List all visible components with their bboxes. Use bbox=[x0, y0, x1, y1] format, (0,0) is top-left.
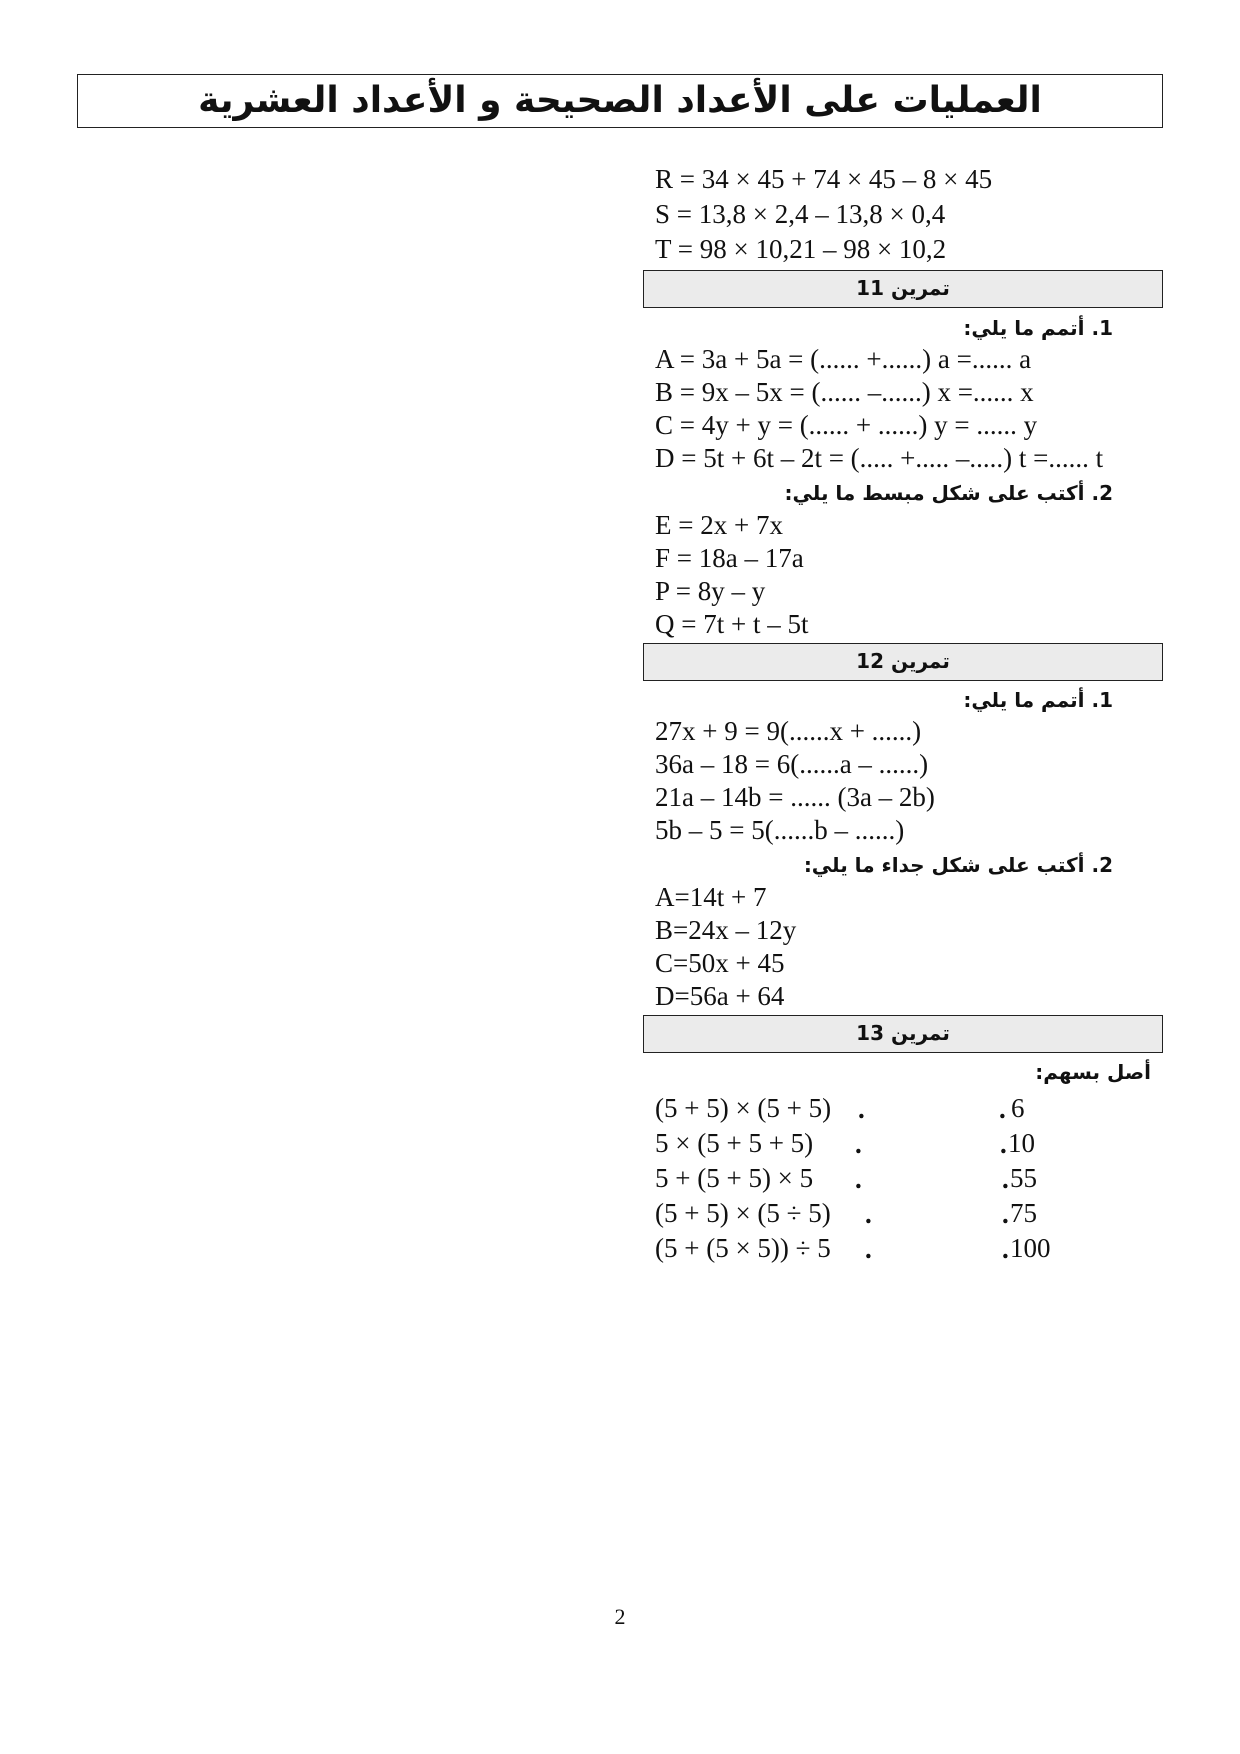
ex11-line-e: E = 2x + 7x bbox=[655, 510, 783, 540]
ex13-left-dot-2: . bbox=[855, 1129, 862, 1159]
ex11-line-c: C = 4y + y = (...... + ......) y = ...... y bbox=[655, 410, 1038, 440]
page-title-box bbox=[77, 74, 1163, 128]
exercise-12-title: تمرين 12 bbox=[856, 649, 950, 673]
ex12-line-2: 36a – 18 = 6(......a – ......) bbox=[655, 749, 929, 779]
exercise-13-heading bbox=[643, 1015, 1163, 1053]
ex12-line-a: A=14t + 7 bbox=[655, 882, 767, 912]
ex11-line-d: D = 5t + 6t – 2t = (..... +..... –.....) t =...... t bbox=[655, 443, 1104, 473]
ex13-left-dot-4: . bbox=[865, 1199, 872, 1229]
ex13-right-item-1: 6 bbox=[1011, 1093, 1025, 1123]
ex12-line-1: 27x + 9 = 9(......x + ......) bbox=[655, 716, 922, 746]
ex13-right-dot-4: . bbox=[1002, 1199, 1009, 1229]
ex12-line-c: C=50x + 45 bbox=[655, 948, 785, 978]
page-title: العمليات على الأعداد الصحيحة و الأعداد العشرية bbox=[198, 80, 1042, 121]
exercise-12-heading bbox=[643, 643, 1163, 681]
ex13-left-dot-1: . bbox=[858, 1094, 865, 1124]
ex12-line-4: 5b – 5 = 5(......b – ......) bbox=[655, 815, 905, 845]
ex11-question-1: 1. أتمم ما يلي: bbox=[963, 316, 1113, 340]
ex11-line-b: B = 9x – 5x = (...... –......) x =...... x bbox=[655, 377, 1034, 407]
ex13-left-item-2: 5 × (5 + 5 + 5) bbox=[655, 1128, 814, 1158]
page-number: 2 bbox=[614, 1604, 626, 1629]
ex11-line-p: P = 8y – y bbox=[655, 576, 766, 606]
ex11-line-f: F = 18a – 17a bbox=[655, 543, 804, 573]
ex11-question-2: 2. أكتب على شكل مبسط ما يلي: bbox=[784, 481, 1113, 505]
ex13-right-dot-3: . bbox=[1002, 1164, 1009, 1194]
ex13-right-dot-1: . bbox=[999, 1094, 1006, 1124]
expression-t: T = 98 × 10,21 – 98 × 10,2 bbox=[655, 234, 947, 264]
ex13-right-dot-5: . bbox=[1002, 1234, 1009, 1264]
ex13-left-item-3: 5 + (5 + 5) × 5 bbox=[655, 1163, 814, 1193]
ex13-left-item-1: (5 + 5) × (5 + 5) bbox=[655, 1093, 832, 1123]
exercise-11-title: تمرين 11 bbox=[856, 276, 950, 300]
ex12-question-2: 2. أكتب على شكل جداء ما يلي: bbox=[803, 853, 1113, 877]
ex13-right-dot-2: . bbox=[1000, 1129, 1007, 1159]
ex13-instruction: أصل بسهم: bbox=[1035, 1060, 1151, 1084]
expression-r: R = 34 × 45 + 74 × 45 – 8 × 45 bbox=[655, 164, 993, 194]
ex13-right-item-2: 10 bbox=[1008, 1128, 1035, 1158]
ex12-line-b: B=24x – 12y bbox=[655, 915, 797, 945]
exercise-11-heading bbox=[643, 270, 1163, 308]
ex13-right-item-3: 55 bbox=[1010, 1163, 1037, 1193]
expression-s: S = 13,8 × 2,4 – 13,8 × 0,4 bbox=[655, 199, 946, 229]
ex13-left-dot-3: . bbox=[855, 1164, 862, 1194]
ex12-question-1: 1. أتمم ما يلي: bbox=[963, 688, 1113, 712]
ex11-line-q: Q = 7t + t – 5t bbox=[655, 609, 809, 639]
ex13-left-item-5: (5 + (5 × 5)) ÷ 5 bbox=[655, 1233, 831, 1263]
ex13-right-item-5: 100 bbox=[1010, 1233, 1051, 1263]
ex11-line-a: A = 3a + 5a = (...... +......) a =...... a bbox=[655, 344, 1032, 374]
ex12-line-3: 21a – 14b = ...... (3a – 2b) bbox=[655, 782, 935, 812]
ex13-left-dot-5: . bbox=[865, 1234, 872, 1264]
ex13-right-item-4: 75 bbox=[1010, 1198, 1037, 1228]
ex12-line-d: D=56a + 64 bbox=[655, 981, 785, 1011]
ex13-left-item-4: (5 + 5) × (5 ÷ 5) bbox=[655, 1198, 831, 1228]
exercise-13-title: تمرين 13 bbox=[856, 1021, 950, 1045]
